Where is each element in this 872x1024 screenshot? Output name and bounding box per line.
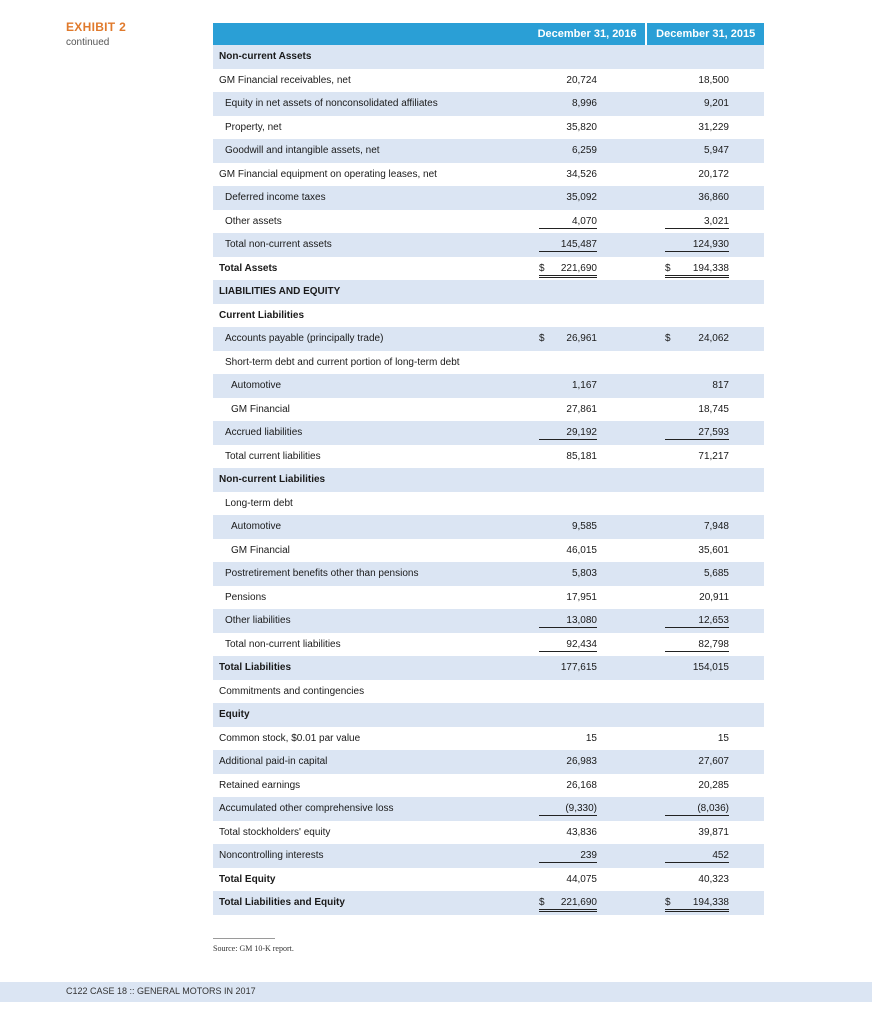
table-row (213, 69, 764, 93)
value-text: 15 (585, 732, 597, 744)
value-text: 221,690 (560, 897, 597, 908)
table-row (213, 374, 764, 398)
row-label: Automotive (231, 521, 282, 532)
row-label: GM Financial (231, 403, 290, 415)
header-label-spacer (213, 23, 529, 45)
value-2015 (665, 779, 729, 792)
value-text: 35,820 (566, 121, 597, 133)
table-row (213, 680, 764, 704)
table-row (213, 421, 764, 445)
value-text: 452 (712, 850, 729, 861)
value-2015 (665, 661, 729, 674)
value-text: (8,036) (697, 803, 729, 814)
source-note: Source: GM 10-K report. (213, 944, 294, 953)
table-row (213, 539, 764, 563)
table-row (213, 515, 764, 539)
value-text: 20,724 (566, 74, 597, 86)
value-text: 239 (580, 850, 597, 861)
value-2015 (665, 403, 729, 416)
table-row (213, 92, 764, 116)
value-2016 (539, 614, 597, 628)
row-label: Non-current Assets (219, 51, 312, 62)
value-2016 (539, 144, 597, 157)
value-text: 29,192 (566, 427, 597, 438)
row-label: Equity (219, 709, 250, 720)
value-text: 9,585 (571, 521, 597, 532)
value-2016 (539, 450, 597, 463)
value-text: 18,500 (698, 74, 729, 86)
row-label: Total non-current liabilities (225, 638, 341, 650)
value-text: 9,201 (703, 98, 729, 109)
value-2016 (539, 638, 597, 652)
value-text: 8,996 (571, 98, 597, 109)
dollar-sign: $ (665, 897, 671, 908)
value-2016 (539, 661, 597, 674)
table-row (213, 586, 764, 610)
value-text: 177,615 (560, 662, 597, 673)
value-text: 1,167 (571, 380, 597, 391)
value-text: 92,434 (566, 638, 597, 650)
table-row (213, 774, 764, 798)
value-2015 (665, 638, 729, 652)
value-2016 (539, 97, 597, 110)
header-dec-2015: December 31, 2015 (645, 23, 764, 45)
value-text: 44,075 (566, 873, 597, 885)
row-label: Equity in net assets of nonconsolidated affiliates (225, 98, 438, 109)
value-text: 154,015 (692, 662, 729, 673)
value-2015 (665, 262, 729, 278)
value-2016 (539, 121, 597, 134)
row-label: Noncontrolling interests (219, 850, 324, 861)
value-text: 3,021 (703, 215, 729, 227)
value-2016 (539, 168, 597, 181)
row-label: Short-term debt and current portion of long-term debt (225, 356, 460, 368)
table-row (213, 210, 764, 234)
value-2016 (539, 826, 597, 839)
value-2015 (665, 873, 729, 886)
value-2016 (539, 896, 597, 912)
table-header (213, 23, 764, 45)
value-2016 (539, 403, 597, 416)
row-label: Deferred income taxes (225, 192, 326, 203)
value-2016 (539, 332, 597, 345)
value-2016 (539, 544, 597, 557)
value-2016 (539, 849, 597, 863)
value-text: 26,168 (566, 779, 597, 791)
value-text: 82,798 (698, 638, 729, 650)
value-text: 17,951 (566, 591, 597, 603)
value-text: 27,593 (698, 427, 729, 438)
row-label: Additional paid-in capital (219, 756, 328, 767)
value-2016 (539, 802, 597, 816)
row-label: Other liabilities (225, 615, 291, 626)
value-text: 36,860 (698, 192, 729, 203)
value-2015 (665, 591, 729, 604)
table-row (213, 280, 764, 304)
value-text: 71,217 (698, 450, 729, 462)
value-text: 26,961 (566, 333, 597, 344)
row-label: Pensions (225, 591, 267, 603)
value-text: 20,285 (698, 779, 729, 791)
value-text: 20,172 (698, 168, 729, 180)
value-text: 35,092 (566, 192, 597, 203)
table-row (213, 233, 764, 257)
table-row (213, 492, 764, 516)
row-label: Total non-current assets (225, 239, 332, 250)
value-2015 (665, 144, 729, 157)
value-text: 221,690 (560, 262, 597, 274)
row-label: Total Liabilities (219, 662, 292, 673)
row-label: Accrued liabilities (225, 427, 303, 438)
table-row (213, 351, 764, 375)
table-row (213, 139, 764, 163)
value-2015 (665, 614, 729, 628)
value-2016 (539, 426, 597, 440)
row-label: Goodwill and intangible assets, net (225, 145, 380, 156)
row-label: Property, net (225, 121, 282, 133)
value-text: 194,338 (692, 897, 729, 908)
dollar-sign: $ (539, 897, 545, 908)
value-text: 40,323 (698, 873, 729, 885)
value-2015 (665, 826, 729, 839)
value-text: 34,526 (566, 168, 597, 180)
table-row (213, 727, 764, 751)
row-label: Retained earnings (219, 779, 301, 791)
exhibit-title: EXHIBIT 2 (66, 20, 127, 34)
value-text: 5,685 (703, 568, 729, 579)
table-row (213, 257, 764, 281)
row-label: Automotive (231, 380, 282, 391)
value-2015 (665, 755, 729, 768)
table-row (213, 304, 764, 328)
table-row (213, 633, 764, 657)
row-label: Total Equity (219, 873, 276, 885)
row-label: GM Financial receivables, net (219, 74, 351, 86)
table-row (213, 797, 764, 821)
table-row (213, 821, 764, 845)
value-2016 (539, 873, 597, 886)
row-label: Postretirement benefits other than pensions (225, 568, 419, 579)
table-row (213, 562, 764, 586)
row-label: Accounts payable (principally trade) (225, 333, 384, 344)
exhibit-subtitle: continued (66, 37, 110, 48)
value-2016 (539, 215, 597, 229)
source-rule (213, 938, 275, 939)
value-text: 85,181 (566, 450, 597, 462)
value-2015 (665, 191, 729, 204)
value-2016 (539, 755, 597, 768)
value-2015 (665, 332, 729, 345)
value-text: 27,861 (566, 403, 597, 415)
table-row (213, 844, 764, 868)
value-2015 (665, 379, 729, 392)
value-2015 (665, 544, 729, 557)
table-row (213, 398, 764, 422)
value-text: 15 (717, 732, 729, 744)
table-row (213, 609, 764, 633)
table-row (213, 750, 764, 774)
dollar-sign: $ (665, 262, 671, 274)
table-row (213, 891, 764, 915)
table-row (213, 656, 764, 680)
value-text: 24,062 (698, 333, 729, 344)
row-label: Total Liabilities and Equity (219, 897, 345, 908)
value-text: 27,607 (698, 756, 729, 767)
value-text: 6,259 (571, 145, 597, 156)
table-row (213, 163, 764, 187)
value-2015 (665, 215, 729, 229)
table-row (213, 327, 764, 351)
value-2016 (539, 191, 597, 204)
value-2015 (665, 520, 729, 533)
value-text: 26,983 (566, 756, 597, 767)
table-row (213, 868, 764, 892)
value-2015 (665, 121, 729, 134)
value-text: 124,930 (692, 239, 729, 250)
dollar-sign: $ (665, 333, 671, 344)
value-2015 (665, 732, 729, 745)
value-text: 145,487 (560, 239, 597, 250)
row-label: Common stock, $0.01 par value (219, 732, 361, 744)
value-2015 (665, 97, 729, 110)
value-2015 (665, 567, 729, 580)
value-2016 (539, 379, 597, 392)
dollar-sign: $ (539, 262, 545, 274)
value-2015 (665, 426, 729, 440)
value-2016 (539, 732, 597, 745)
row-label: Long-term debt (225, 497, 293, 509)
value-2016 (539, 591, 597, 604)
row-label: Accumulated other comprehensive loss (219, 803, 394, 814)
value-2015 (665, 238, 729, 252)
row-label: LIABILITIES AND EQUITY (219, 286, 341, 297)
value-text: 31,229 (698, 121, 729, 133)
row-label: GM Financial equipment on operating leases, net (219, 168, 437, 180)
table-row (213, 45, 764, 69)
value-text: 35,601 (698, 544, 729, 556)
value-text: 5,803 (571, 568, 597, 579)
value-2016 (539, 262, 597, 278)
value-text: 194,338 (692, 262, 729, 274)
value-2015 (665, 168, 729, 181)
value-2016 (539, 567, 597, 580)
value-text: 12,653 (698, 615, 729, 626)
value-text: 20,911 (699, 591, 729, 603)
value-text: 13,080 (566, 615, 597, 626)
value-2015 (665, 74, 729, 87)
balance-sheet-table (213, 23, 764, 915)
dollar-sign: $ (539, 333, 545, 344)
value-2015 (665, 849, 729, 863)
header-dec-2016: December 31, 2016 (537, 28, 637, 40)
value-text: 5,947 (703, 145, 729, 156)
value-2016 (539, 238, 597, 252)
value-2015 (665, 896, 729, 912)
footer-text: C122 CASE 18 :: GENERAL MOTORS IN 2017 (66, 986, 256, 996)
table-row (213, 445, 764, 469)
value-2016 (539, 74, 597, 87)
row-label: Total current liabilities (225, 450, 321, 462)
value-2016 (539, 779, 597, 792)
table-row (213, 703, 764, 727)
row-label: Non-current Liabilities (219, 474, 326, 485)
value-text: (9,330) (565, 803, 597, 814)
row-label: Other assets (225, 215, 282, 227)
value-2015 (665, 802, 729, 816)
row-label: Current Liabilities (219, 309, 305, 321)
value-2015 (665, 450, 729, 463)
table-row (213, 116, 764, 140)
row-label: GM Financial (231, 544, 290, 556)
value-text: 18,745 (698, 403, 729, 415)
row-label: Total Assets (219, 262, 278, 274)
value-text: 39,871 (698, 826, 729, 838)
value-text: 7,948 (703, 521, 729, 532)
table-body (213, 45, 764, 915)
value-2016 (539, 520, 597, 533)
value-text: 4,070 (571, 215, 597, 227)
page-footer (0, 982, 872, 1002)
value-text: 817 (712, 380, 729, 391)
table-row (213, 186, 764, 210)
row-label: Commitments and contingencies (219, 685, 365, 697)
value-text: 43,836 (566, 826, 597, 838)
table-row (213, 468, 764, 492)
row-label: Total stockholders' equity (219, 826, 331, 838)
value-text: 46,015 (566, 544, 597, 556)
